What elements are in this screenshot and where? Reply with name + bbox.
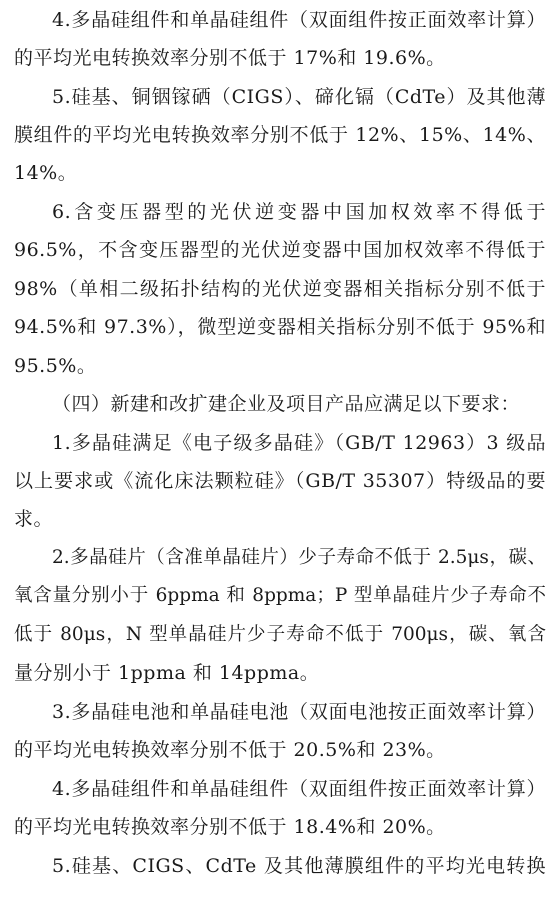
text-line: 氧含量分别小于 6ppma 和 8ppma；P 型单晶硅片少子寿命不 xyxy=(14,585,546,606)
text-line: 98%（单相二级拓扑结构的光伏逆变器相关指标分别不低于 xyxy=(14,278,546,300)
text-line: 3.多晶硅电池和单晶硅电池（双面电池按正面效率计算） xyxy=(52,701,546,723)
text-line: 5.硅基、CIGS、CdTe 及其他薄膜组件的平均光电转换 xyxy=(52,855,546,877)
text-line: 14%。 xyxy=(14,162,78,184)
text-line: 的平均光电转换效率分别不低于 20.5%和 23%。 xyxy=(14,739,446,761)
section-heading: （四）新建和改扩建企业及项目产品应满足以下要求： xyxy=(52,393,521,415)
text-line: 2.多晶硅片（含准单晶硅片）少子寿命不低于 2.5μs，碳、 xyxy=(52,547,546,568)
text-line: 4.多晶硅组件和单晶硅组件（双面组件按正面效率计算） xyxy=(52,9,546,31)
text-line: 的平均光电转换效率分别不低于 18.4%和 20%。 xyxy=(14,816,446,838)
text-line: 低于 80μs，N 型单晶硅片少子寿命不低于 700μs，碳、氧含 xyxy=(14,624,546,645)
text-line: 以上要求或《流化床法颗粒硅》（GB/T 35307）特级品的要 xyxy=(14,470,546,492)
text-line: 1.多晶硅满足《电子级多晶硅》（GB/T 12963）3 级品 xyxy=(52,432,546,454)
text-line: 96.5%，不含变压器型的光伏逆变器中国加权效率不得低于 xyxy=(14,239,546,261)
text-line: 的平均光电转换效率分别不低于 17%和 19.6%。 xyxy=(14,47,446,69)
text-line: 膜组件的平均光电转换效率分别不低于 12%、15%、14%、 xyxy=(14,124,546,146)
text-line: 5.硅基、铜铟镓硒（CIGS）、碲化镉（CdTe）及其他薄 xyxy=(52,86,546,108)
text-line: 95.5%。 xyxy=(14,355,97,377)
text-line: 4.多晶硅组件和单晶硅组件（双面组件按正面效率计算） xyxy=(52,778,546,800)
text-line: 量分别小于 1ppma 和 14ppma。 xyxy=(14,662,320,684)
text-line: 94.5%和 97.3%），微型逆变器相关指标分别不低于 95%和 xyxy=(14,316,546,338)
text-line: 求。 xyxy=(14,508,54,530)
text-line: 6.含变压器型的光伏逆变器中国加权效率不得低于 xyxy=(52,201,546,223)
